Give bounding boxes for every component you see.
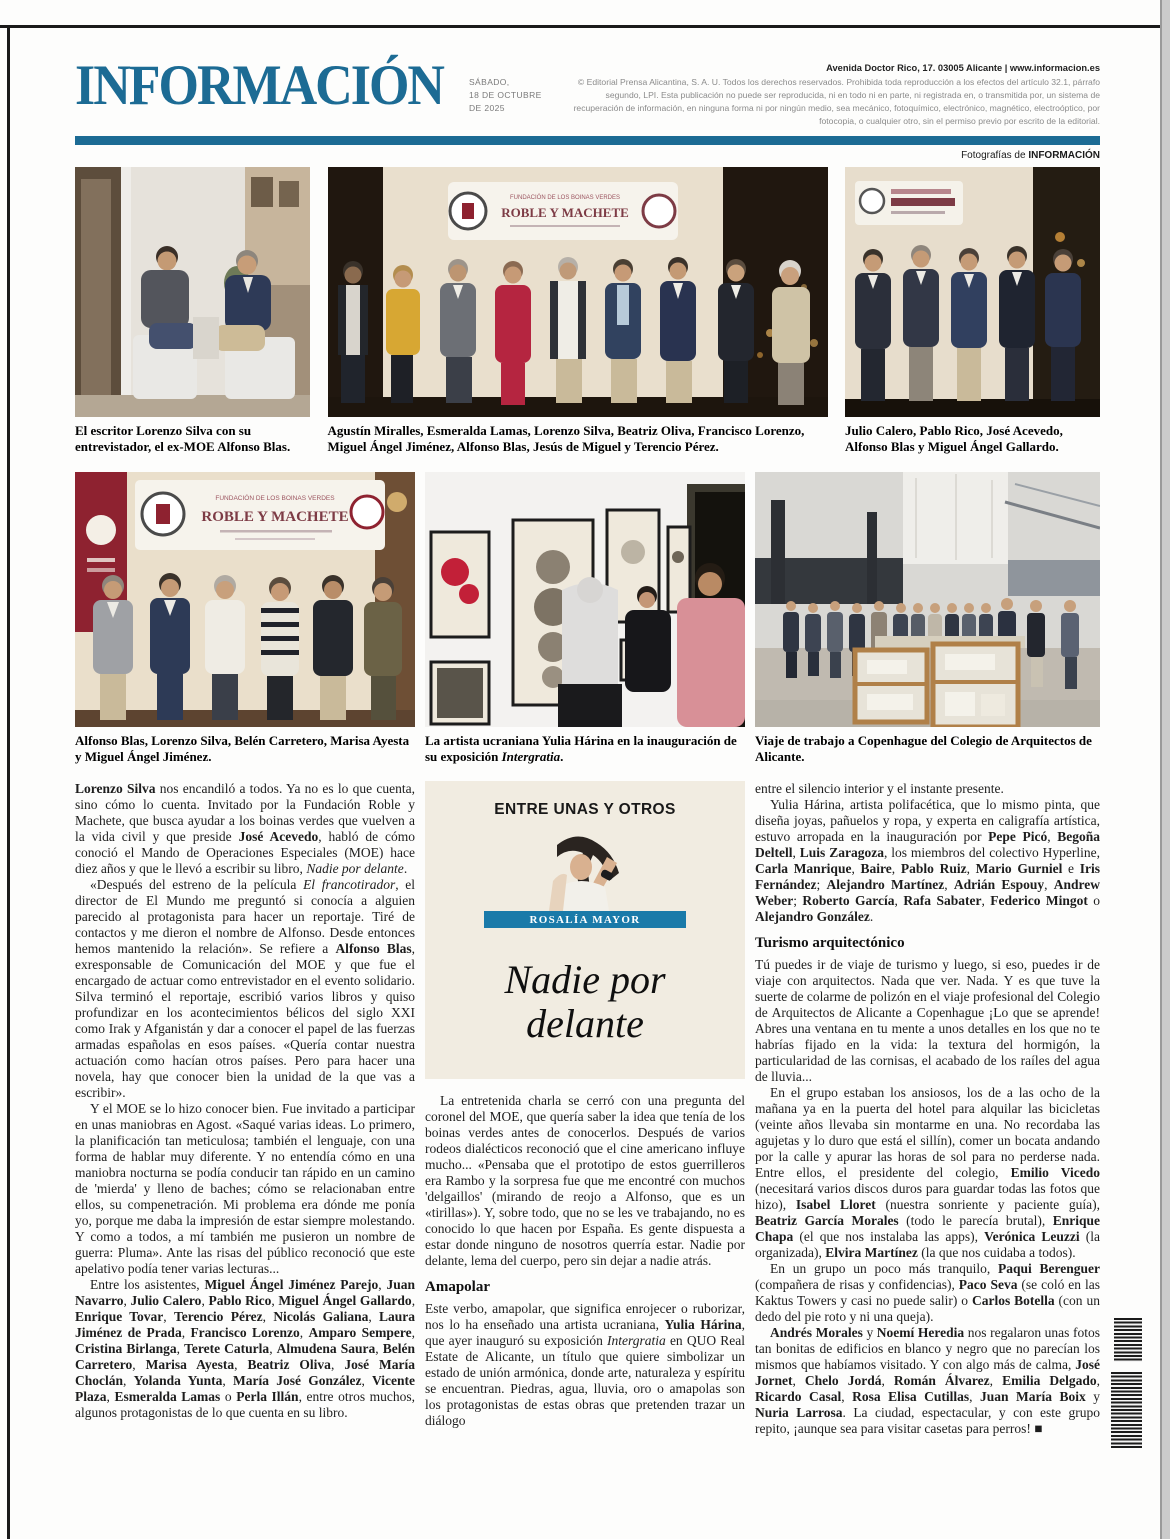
paragraph: Y el MOE se lo hizo conocer bien. Fue invitado a participar en unas maniobras en Agost. «Saqué varias ideas. Lo primero, la planificación tan meticulosa; también el lenguaje, con una forma de hablar muy diferente. Y no entendía cómo en una maniobra nocturna se podía conducir tan rápido en un camino de 'mierda' y lleno de baches; cómo se relacionaban entre ellos, su compenetración. Mi problema era dónde me ponía yo, porque me daba la impresión de estar siempre molestando. Y como a todos, a mí también me pusieron un nombre de guerra: Pluma». Ante las risas del público reconoció que este apelativo podía tener varias lecturas... — [75, 1100, 415, 1276]
masthead-wrap — [75, 54, 443, 120]
legal-text: © Editorial Prensa Alicantina, S. A. U. Todos los derechos reservados. Prohibida toda reproducción a los efectos del artículo 32.1, párrafo segundo, LPI. Esta publicación no puede ser reproducida, ni en todo ni en parte, ni registrada en, o transmitida por, un sistema de recuperación de información, en ninguna forma ni por ningún medio, sea mecánico, fotoquímico, electrónico, magnético, electroóptico, por fotocopia, o cualquier otro, sin el permiso previo por escrito de la editorial. — [573, 76, 1100, 126]
article-body — [75, 781, 1100, 1437]
masthead-rule — [75, 136, 1100, 145]
photo-row-2 — [75, 472, 1100, 775]
photo-lorenzo-silva-interview — [75, 167, 310, 417]
subhead-turismo: Turismo arquitectónico — [755, 934, 905, 951]
column-2-paragraphs-bottom — [425, 1301, 745, 1429]
newspaper-masthead: INFORMACIÓN — [75, 54, 443, 118]
photo-credit: Fotografías de INFORMACIÓN — [961, 149, 1100, 161]
column-2-paragraphs-top — [425, 1093, 745, 1269]
scan-edge-top — [0, 25, 1162, 28]
feature-kicker: ENTRE UNAS Y OTROS — [494, 800, 676, 818]
figure-interview — [75, 167, 310, 472]
photo-caption: La artista ucraniana Yulia Hárina en la inauguración de su exposición Intergratia. — [425, 732, 737, 765]
banner-text-small: FUNDACIÓN DE LOS BOINAS VERDES — [215, 494, 335, 502]
article-column-2 — [425, 781, 745, 1437]
column-3-paragraphs-bottom — [755, 957, 1100, 1437]
columnist-name-band: ROSALÍA MAYOR — [484, 911, 686, 928]
paragraph: Lorenzo Silva nos encandiló a todos. Ya no es lo que cuenta, sino cómo lo cuenta. Invitado por la Fundación Roble y Machete, que busca ayudar a los boinas verdes que vuelven a la vida civil y que preside José Acevedo, habló de cómo conoció el Mando de Operaciones Especiales (MOE) hace diez años y que le llevó a escribir su libro, Nadie por delante. — [75, 780, 416, 876]
photo-row-1 — [75, 167, 1100, 472]
barcode-block-small — [1114, 1318, 1142, 1362]
edition-date — [469, 76, 542, 114]
date-line: 18 DE OCTUBRE — [468, 89, 542, 100]
figure-copenhague — [755, 472, 1100, 775]
paragraph: En el grupo estaban los ansiosos, los de a las ocho de la mañana ya en la puerta del hotel para alquilar las bicicletas (veinte años llevaba sin montarme en una. No recordaba las agujetas y lo duro que está el sillín), comer un bocata andando por la calle y apurar las horas de sol para no perderse nada. Entre ellos, el presidente del colegio, Emilio Vicedo (necesitará varios discos duros para guardar todas las fotos que hizo), Isabel Lloret (nuestra sonriente y paciente guía), Beatriz García Morales (todo le parecía brutal), Enrique Chapa (el que nos instalaba las apps), Verónica Leuzzi (la organizada), Elvira Martínez (la que nos cuidaba a todos). — [755, 1084, 1101, 1260]
photo-yulia-harina-gallery — [425, 472, 745, 727]
figure-gallery — [425, 472, 745, 775]
paragraph: En un grupo un poco más tranquilo, Paqui Berenguer (compañera de risas y confidencias), Paco Seva (se coló en las Kaktus Towers y casi no puede salir) o Carlos Botella (con un dedo del pie roto y ni una queja). — [755, 1260, 1100, 1324]
photo-fundacion-boinas-verdes — [75, 472, 415, 727]
banner-text-title: ROBLE Y MACHETE — [500, 204, 629, 220]
barcode-block-large — [1111, 1372, 1142, 1448]
date-line: SÁBADO, — [468, 77, 510, 87]
scan-edge-left — [7, 25, 10, 1539]
paragraph: Andrés Morales y Noemí Heredia nos regalaron unas fotos tan bonitas de edificios en blanco y negro que no parecían los mismos que habíamos visitado. Y con algo más de calma, José Jornet, Chelo Jordá, Román Álvarez, Emilia Delgado, Ricardo Casal, Rosa Elisa Cutillas, Juan María Boix y Nuria Larrosa. La ciudad, espectacular, y con este grupo repito, ¡aunque sea para visitar casetas para perros! ■ — [755, 1324, 1101, 1436]
columnist-headshot — [523, 831, 647, 911]
banner-text-title: ROBLE Y MACHETE — [201, 508, 349, 525]
banner-text-small: FUNDACIÓN DE LOS BOINAS VERDES — [509, 194, 620, 201]
paragraph: Tú puedes ir de viaje de turismo y luego, si eso, puedes ir de viaje con arquitectos. Nada que ver. Nada. Y es que tuve la suerte de colarme de polizón en el viaje profesional del Colegio de Arquitectos de Alicante a Copenhague ¡Lo que se aprende! Abres una ventana en tu mente a unos detalles en los que no te habrías fijado en la vida: la textura del hormigón, la particularidad de las cornisas, el acabado de los raíles del agua de lluvia... — [755, 956, 1100, 1084]
paragraph: entre el silencio interior y el instante presente. — [755, 780, 1004, 796]
paragraph: Entre los asistentes, Miguel Ángel Jiménez Parejo, Juan Navarro, Julio Calero, Pablo Rico, Miguel Ángel Gallardo, Enrique Tovar, Terencio Pérez, Nicolás Galiana, Laura Jiménez de Prada, Francisco Lorenzo, Amparo Sempere, Cristina Birlanga, Terete Caturla, Almudena Saura, Belén Carretero, Marisa Ayesta, Beatriz Oliva, José María Choclán, Yolanda Yunta, María José González, Vicente Plaza, Esmeralda Lamas o Perla Illán, entre otros muchos, algunos protagonistas de lo que cuenta en su libro. — [75, 1276, 416, 1420]
paragraph: La entretenida charla se cerró con una pregunta del coronel del MOE, que quería saber la idea que tenía de los boinas verdes antes de conocerlos. Después de varios rodeos dialécticos reconoció que el cine americano influye mucho... «Pensaba que el prototipo de estos guerrilleros era Rambo y la sorpresa fue que me encontré con muchos 'delgaillos' (mirando de reojo a Alfonso, que es un «tirillas»). Y, sobre todo, que no se les ve trabajando, no es conocido lo que hacen por España. Es gente dispuesta a estar donde ninguno de nosotros querría estar. Nadie por delante, lema del cuerpo, pero sin dejar a nadie atrás. — [425, 1093, 745, 1269]
column-3-paragraphs-top — [755, 781, 1100, 925]
photo-group-julio-calero — [845, 167, 1100, 417]
legal-block — [568, 62, 1100, 128]
newspaper-page — [75, 54, 1101, 1437]
column-1-paragraphs — [75, 781, 415, 1421]
column-title: Nadie por delante — [504, 956, 666, 1047]
publisher-address: Avenida Doctor Rico, 17. 03005 Alicante | www.informacion.es — [826, 63, 1100, 73]
subhead-amapolar: Amapolar — [425, 1279, 490, 1296]
figure-group-banner — [328, 167, 828, 472]
opinion-feature-box — [425, 781, 745, 1080]
scan-edge-right-line — [1160, 0, 1162, 1539]
photo-copenhague-arquitectos — [755, 472, 1100, 727]
paragraph: Este verbo, amapolar, que significa enrojecer o ruborizar, nos lo ha enseñado una artista ucraniana, Yulia Hárina, que ayer inauguró su exposición Intergratia en QUO Real Estate de Alicante, un título que quiere simbolizar un estado de unión armónica, donde arte, naturaleza y espíritu se encuentran. Piedras, agua, lluvia, oro o amapolas son los protagonistas de estas obras que pretenden trazar un diálogo — [425, 1301, 746, 1429]
article-column-3 — [755, 781, 1100, 1437]
photo-caption: Alfonso Blas, Lorenzo Silva, Belén Carretero, Marisa Ayesta y Miguel Ángel Jiménez. — [75, 732, 410, 765]
page-header — [75, 54, 1100, 128]
paragraph: «Después del estreno de la película El francotirador, el director de El Mundo me preguntó si conocía a alguien parecido al protagonista para hacer un reportaje. Tiré de contactos y me dieron el nombre de Alfonso. Desde entonces hemos mantenido la relación». Se refiere a Alfonso Blas, exresponsable de Comunicación del MOE y que fue el encargado de actuar como entrevistador en el evento solidario. Silva terminó el reportaje, escribió varios libros y quiso profundizar en los acontecimientos bélicos del siglo XXI como Irak y Afganistán y dar a conocer el papel de las fuerzas armadas españolas en esos países. «Quería contar nuestra actuación como hacían otros países. Pero para hacer una novela, hay que conocer bien la unidad de la que vas a escribir». — [75, 876, 415, 1100]
photo-caption: Julio Calero, Pablo Rico, José Acevedo, Alfonso Blas y Miguel Ángel Gallardo. — [845, 422, 1063, 455]
photo-caption: Agustín Miralles, Esmeralda Lamas, Lorenzo Silva, Beatriz Oliva, Francisco Lorenzo, Miguel Ángel Jiménez, Alfonso Blas, Jesús de Miguel y Terencio Pérez. — [327, 422, 805, 455]
scan-edge-right-shade — [1162, 0, 1170, 1539]
edition-barcode — [1106, 1318, 1146, 1448]
article-column-1 — [75, 781, 415, 1437]
figure-group-suits — [845, 167, 1100, 472]
photo-group-roble-y-machete — [328, 167, 828, 417]
photo-caption: El escritor Lorenzo Silva con su entrevistador, el ex-MOE Alfonso Blas. — [75, 422, 291, 455]
date-line: DE 2025 — [468, 102, 505, 113]
photo-caption: Viaje de trabajo a Copenhague del Colegio de Arquitectos de Alicante. — [755, 732, 1092, 765]
paragraph: Yulia Hárina, artista polifacética, que lo mismo pinta, que diseña joyas, pañuelos y ropa, y experta en caligrafía artística, estuvo arropada en la inauguración por Pepe Picó, Begoña Deltell, Luis Zaragoza, los miembros del colectivo Hyperline, Carla Manrique, Baire, Pablo Ruiz, Mario Gurniel e Iris Fernández; Alejandro Martínez, Adrián Espouy, Andrew Weber; Roberto García, Rafa Sabater, Federico Mingot o Alejandro González. — [755, 796, 1101, 924]
figure-fundacion-group — [75, 472, 415, 775]
